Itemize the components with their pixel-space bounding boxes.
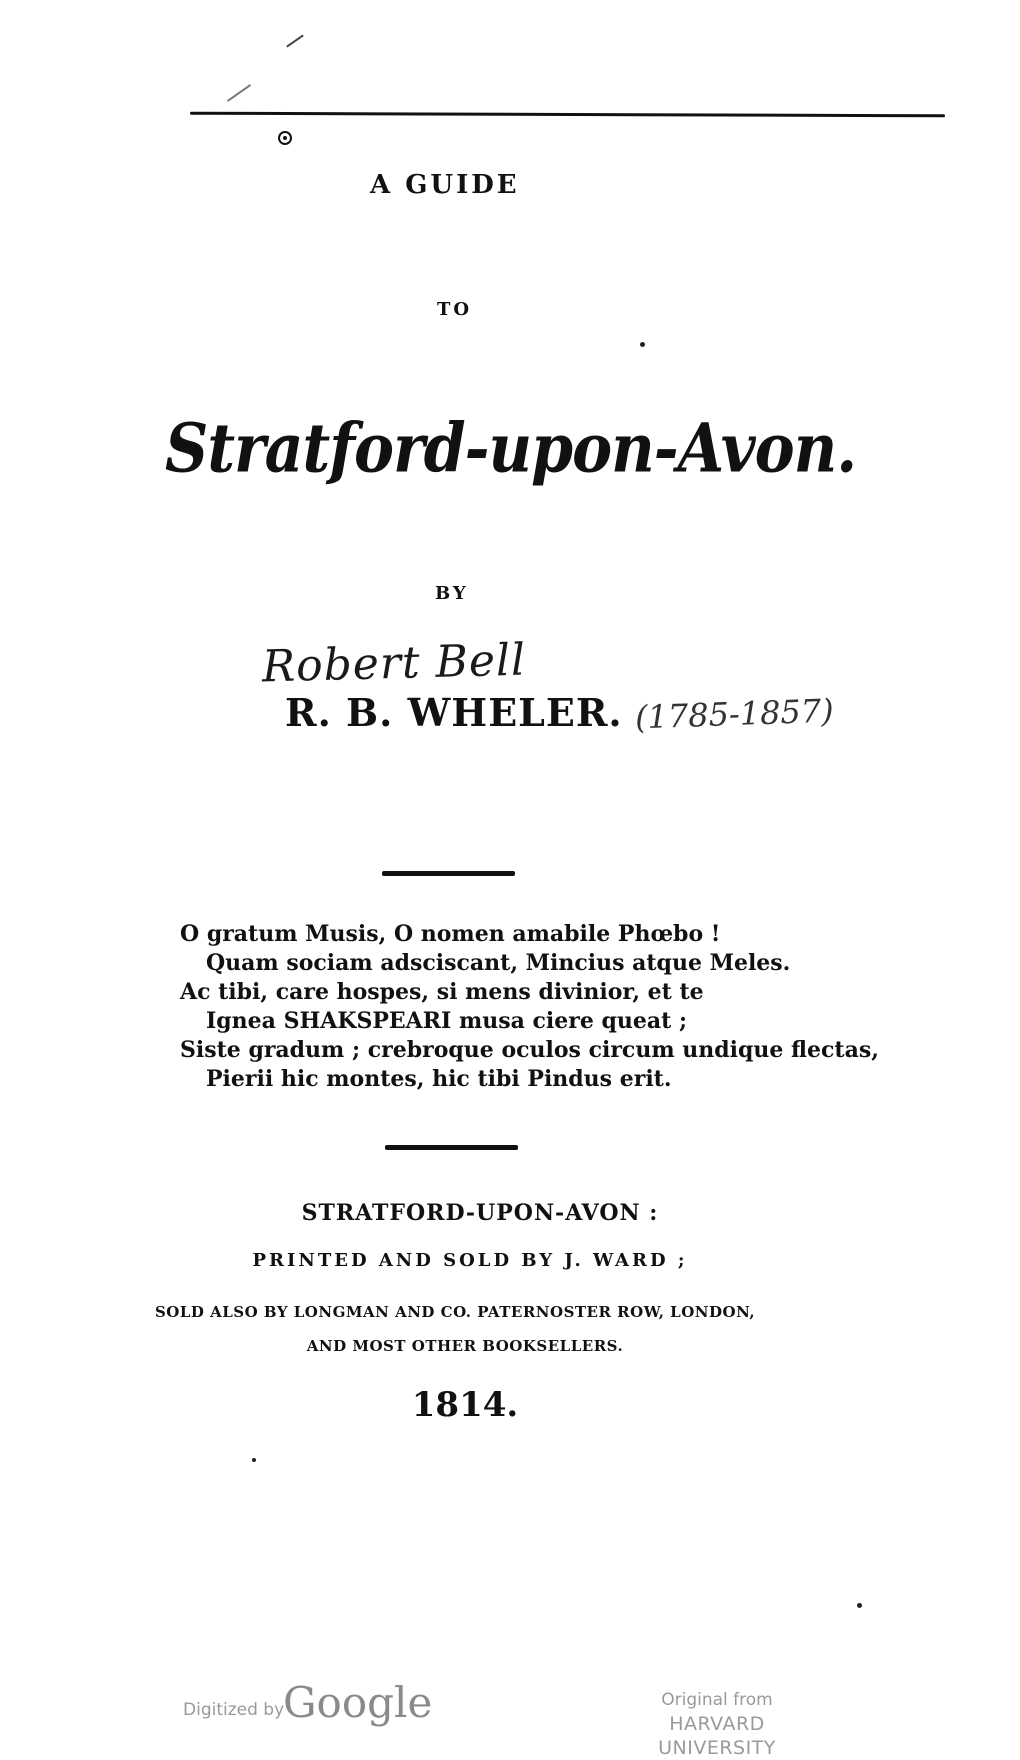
- circle-mark-icon: [278, 131, 292, 145]
- ink-dot: [640, 342, 645, 347]
- imprint-other-booksellers: AND MOST OTHER BOOKSELLERS.: [306, 1337, 624, 1355]
- ink-dot: [857, 1603, 862, 1608]
- divider-rule: [382, 871, 515, 876]
- digitized-by-label: Digitized by: [183, 1700, 285, 1720]
- divider-rule: [385, 1145, 518, 1150]
- original-source: [612, 1688, 822, 1760]
- pencil-mark: [286, 34, 304, 47]
- top-rule: [190, 112, 945, 118]
- epigraph-line: Ac tibi, care hospes, si mens divinior, et te: [180, 979, 704, 1005]
- handwritten-dates: (1785-1857): [634, 691, 835, 737]
- epigraph: [180, 920, 879, 1094]
- by-line: BY: [435, 583, 469, 604]
- imprint-sold-also: SOLD ALSO BY LONGMAN AND CO. PATERNOSTER ROW, LONDON,: [154, 1303, 756, 1321]
- author-name: R. B. WHELER.: [285, 690, 623, 735]
- pencil-mark: [227, 84, 251, 102]
- heading-a-guide: A GUIDE: [370, 170, 520, 200]
- handwritten-annotation: Robert Bell: [261, 634, 527, 693]
- google-logo: Google: [283, 1678, 433, 1727]
- imprint-place: STRATFORD-UPON-AVON :: [301, 1200, 659, 1226]
- epigraph-line: Quam sociam adsciscant, Mincius atque Meles.: [206, 950, 791, 976]
- epigraph-line: Ignea SHAKSPEARI musa ciere queat ;: [206, 1008, 688, 1034]
- imprint-printer: PRINTED AND SOLD BY J. WARD ;: [252, 1250, 688, 1271]
- epigraph-line: Siste gradum ; crebroque oculos circum undique flectas,: [180, 1037, 879, 1063]
- ink-dot: [252, 1458, 256, 1462]
- institution-name: HARVARD UNIVERSITY: [658, 1713, 776, 1759]
- epigraph-line: O gratum Musis, O nomen amabile Phœbo !: [180, 921, 721, 947]
- epigraph-line: Pierii hic montes, hic tibi Pindus erit.: [206, 1066, 672, 1092]
- heading-to: TO: [437, 299, 473, 320]
- original-from-label: Original from: [661, 1690, 773, 1710]
- imprint-year: 1814.: [411, 1385, 519, 1425]
- main-title: Stratford-upon-Avon.: [165, 410, 857, 489]
